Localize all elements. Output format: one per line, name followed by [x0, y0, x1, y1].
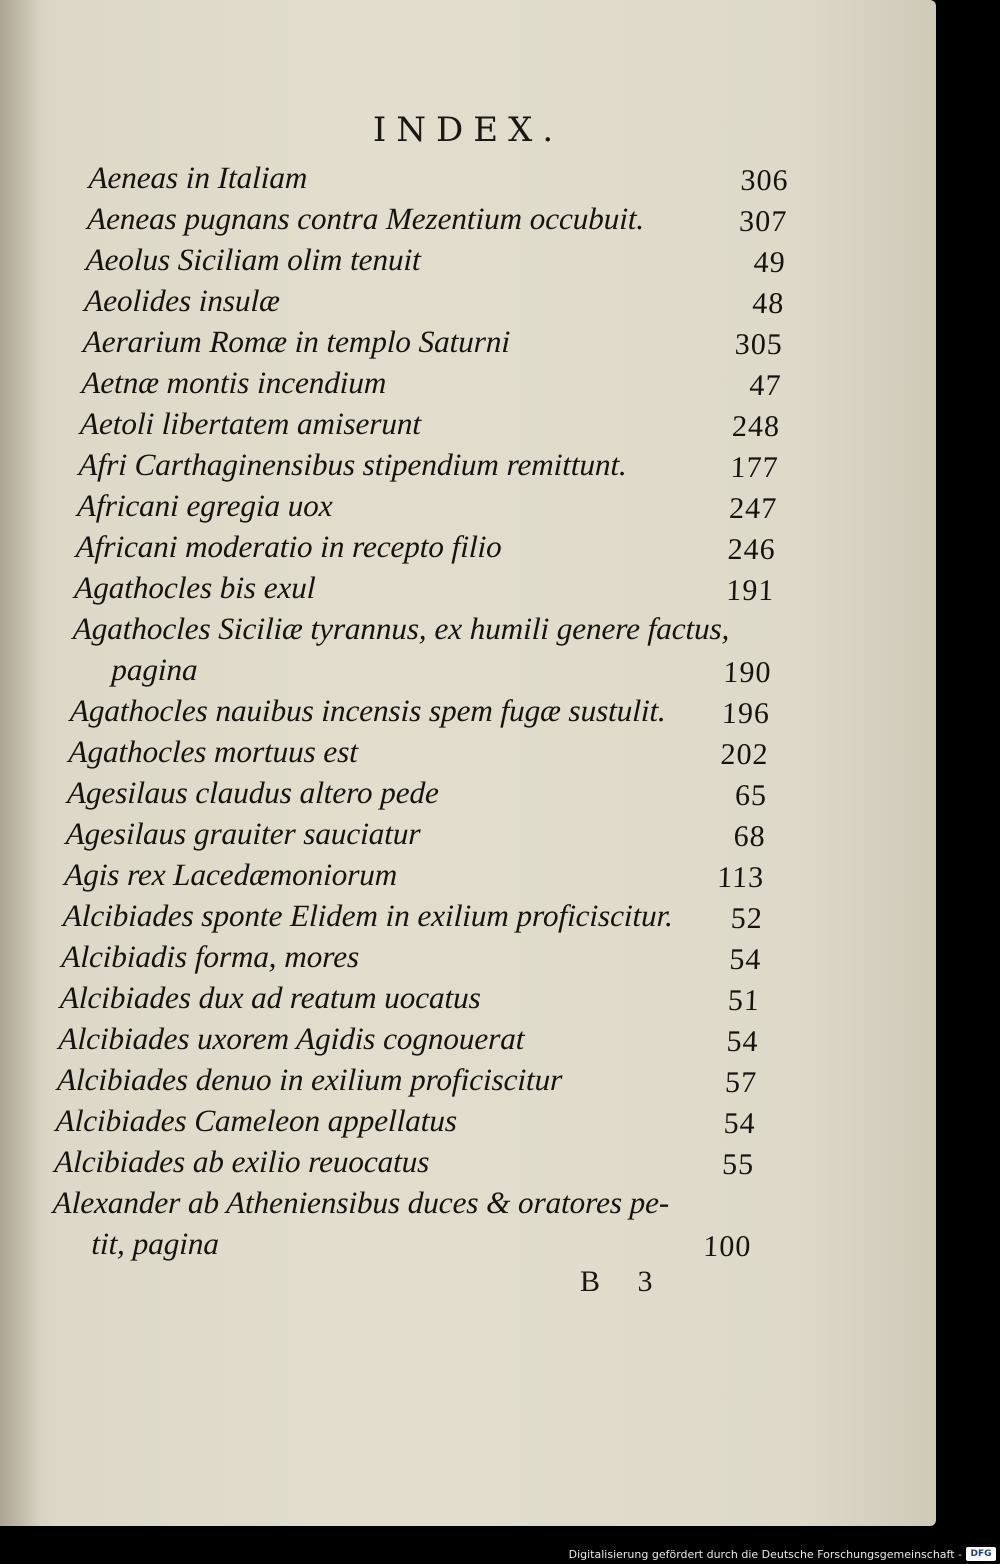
entry-text: tit, pagina: [90, 1226, 220, 1261]
index-entry: [84, 283, 785, 324]
entry-text: Agathocles nauibus incensis spem fugæ sustulit.: [69, 693, 667, 728]
index-entry: [64, 857, 765, 898]
entry-page-number: 196: [721, 697, 771, 730]
entry-page-number: 306: [740, 164, 790, 197]
index-entry: [74, 570, 775, 611]
index-entry: [62, 898, 763, 939]
entry-text: Alcibiades denuo in exilium proficiscitur: [56, 1062, 563, 1097]
index-entry: [52, 1185, 753, 1226]
index-entry: [59, 980, 760, 1021]
entry-text: Alcibiades Cameleon appellatus: [55, 1103, 458, 1138]
index-entry: [81, 365, 782, 406]
entry-text: Alcibiades uxorem Agidis cognouerat: [58, 1021, 526, 1056]
entry-page-number: 57: [724, 1066, 758, 1099]
entry-text: Aeolus Siciliam olim tenuit: [85, 242, 422, 277]
entry-text: Aeneas in Italiam: [88, 160, 309, 195]
entry-page-number: 307: [738, 205, 788, 238]
index-entry: [82, 324, 783, 365]
index-entry: [86, 201, 787, 242]
entry-page-number: 191: [725, 574, 775, 607]
entry-text: Alcibiadis forma, mores: [60, 939, 360, 974]
index-entry: [78, 447, 779, 488]
index-entry: [65, 816, 766, 857]
entry-page-number: 177: [730, 451, 780, 484]
entry-page-number: 47: [748, 369, 783, 402]
index-entry: [55, 1103, 756, 1144]
entry-text: Alexander ab Atheniensibus duces & oratores pe-: [52, 1185, 670, 1220]
index-entry: [88, 160, 789, 201]
entry-page-number: 113: [716, 861, 765, 894]
entry-page-number: 55: [721, 1148, 755, 1181]
entry-page-number: 65: [734, 779, 768, 812]
entry-page-number: 305: [734, 328, 784, 361]
entry-page-number: 246: [727, 533, 777, 566]
entry-text: Aetnæ montis incendium: [80, 365, 387, 400]
entry-page-number: 100: [702, 1230, 752, 1263]
entry-text: Africani egregia uox: [76, 488, 334, 523]
index-entry: [71, 652, 772, 693]
entry-text: Aetoli libertatem amiserunt: [79, 406, 422, 441]
entry-page-number: 54: [723, 1107, 757, 1140]
entry-page-number: 68: [733, 820, 767, 853]
index-entry: [68, 734, 769, 775]
entry-text: Alcibiades dux ad reatum uocatus: [59, 980, 482, 1015]
page-gutter-shadow: [0, 0, 40, 1526]
entry-text: Agathocles mortuus est: [68, 734, 359, 769]
index-entry: [66, 775, 767, 816]
digitization-footer: [0, 1545, 1000, 1564]
entry-page-number: 54: [728, 943, 762, 976]
index-entry: [58, 1021, 759, 1062]
entry-page-number: 52: [730, 902, 764, 935]
entry-text: Agathocles bis exul: [73, 570, 317, 605]
entry-page-number: 51: [727, 984, 761, 1017]
entry-text: Aeolides insulæ: [83, 283, 281, 318]
entry-text: Aerarium Romæ in templo Saturni: [82, 324, 511, 359]
entry-text: Africani moderatio in recepto filio: [75, 529, 503, 564]
entry-page-number: 248: [731, 410, 781, 443]
signature-mark: B 3: [580, 1265, 653, 1298]
dfg-logo: DFG: [966, 1547, 996, 1561]
entry-text: Agesilaus grauiter sauciatur: [65, 816, 422, 851]
entry-page-number: 247: [728, 492, 778, 525]
entry-page-number: 48: [751, 287, 785, 320]
entry-text: Agesilaus claudus altero pede: [66, 775, 440, 810]
index-list: [51, 160, 790, 1267]
entry-text: pagina: [110, 652, 199, 687]
index-entry: [76, 488, 777, 529]
entry-text: Agathocles Siciliæ tyrannus, ex humili genere factus,: [72, 611, 731, 646]
entry-text: Aeneas pugnans contra Mezentium occubuit.: [86, 201, 645, 236]
index-entry: [56, 1062, 757, 1103]
page-title: INDEX.: [372, 110, 564, 150]
index-entry: [85, 242, 786, 283]
funding-credit: Digitalisierung gefördert durch die Deutsche Forschungsgemeinschaft -: [568, 1548, 962, 1561]
index-entry: [72, 611, 773, 652]
index-entry: [69, 693, 770, 734]
entry-text: Alcibiades sponte Elidem in exilium proficiscitur.: [62, 898, 674, 933]
entry-text: Alcibiades ab exilio reuocatus: [53, 1144, 431, 1179]
entry-text: Afri Carthaginensibus stipendium remittunt.: [78, 447, 628, 482]
index-entry: [54, 1144, 755, 1185]
entry-page-number: 202: [719, 738, 770, 771]
entry-page-number: 49: [753, 246, 787, 279]
index-entry: [79, 406, 780, 447]
entry-page-number: 190: [722, 656, 773, 689]
entry-text: Agis rex Lacedæmoniorum: [63, 857, 398, 892]
index-entry: [51, 1226, 752, 1267]
index-entry: [75, 529, 776, 570]
entry-page-number: 54: [725, 1025, 760, 1058]
index-entry: [61, 939, 762, 980]
